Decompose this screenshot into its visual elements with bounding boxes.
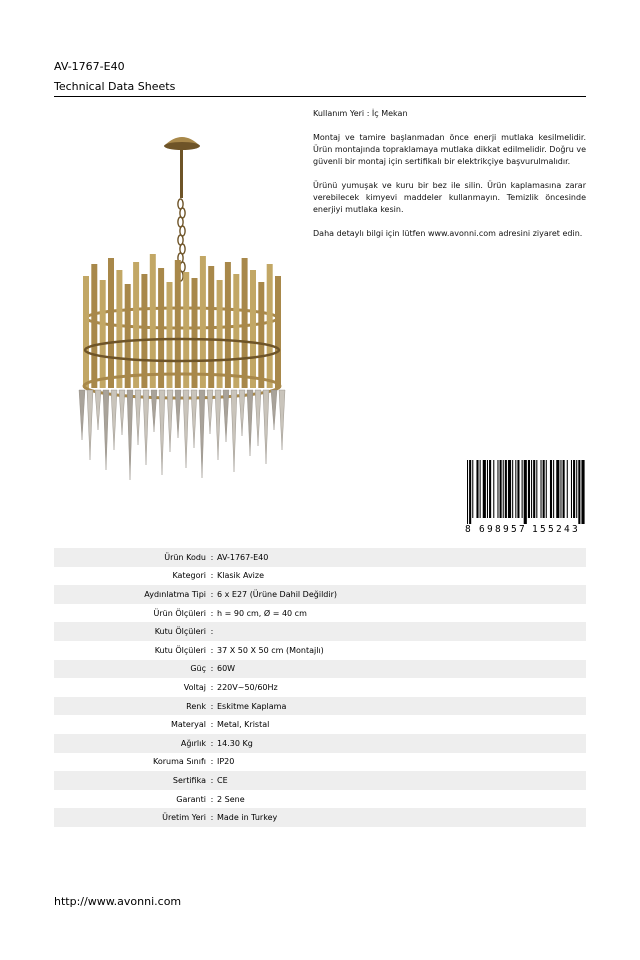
barcode-digit: 8 <box>495 524 502 535</box>
barcode-digit: 9 <box>503 524 510 535</box>
safety-paragraph: Montaj ve tamire başlanmadan önce enerji mutlaka kesilmelidir. Ürün montajında topraklamaya mutlaka dikkat edilmelidir. Doğru ve güvenli bir montaj için sertifikalı bir elektrikçiye başvurulmalıdır. <box>313 133 586 166</box>
spec-value: 37 X 50 X 50 cm (Montajlı) <box>217 645 324 655</box>
spec-value: 6 x E27 (Ürüne Dahil Değildir) <box>217 589 337 599</box>
crystal-drop <box>119 390 125 435</box>
usage-location: Kullanım Yeri : İç Mekan <box>313 109 408 118</box>
spec-table <box>54 548 586 827</box>
spec-row <box>54 604 586 623</box>
crystal-drop <box>215 390 221 460</box>
spec-label: Aydınlatma Tipi <box>144 589 206 599</box>
barcode-digit: 3 <box>572 524 579 535</box>
spec-separator: : <box>210 775 214 785</box>
spec-label: Kutu Ölçüleri <box>154 627 206 637</box>
spec-separator: : <box>210 720 214 730</box>
barcode-bar <box>531 460 532 518</box>
barcode-digits <box>465 524 585 536</box>
barcode-digit: 7 <box>519 524 526 535</box>
crystal-drop <box>263 390 269 464</box>
cleaning-paragraph: Ürünü yumuşak ve kuru bir bez ile silin. Ürün kaplamasına zarar verebilecek kimyevi maddeler kullanmayın. Temizlik öncesinde enerjiyi mutlaka kesin. <box>313 181 586 214</box>
spec-label: Kategori <box>172 571 206 581</box>
document-title: Technical Data Sheets <box>54 80 176 93</box>
barcode-bar <box>476 460 478 518</box>
spec-separator: : <box>210 645 214 655</box>
crystal-drop <box>95 390 101 430</box>
barcode-bar <box>567 460 568 518</box>
barcode-bar <box>489 460 491 518</box>
spec-label: Sertifika <box>172 775 206 785</box>
brass-rod <box>258 282 264 388</box>
barcode-bar <box>536 460 537 518</box>
crystal-drop <box>127 390 133 480</box>
spec-value: 60W <box>217 664 236 674</box>
brass-rod <box>208 266 214 388</box>
brass-rod <box>100 280 106 388</box>
brass-rod <box>83 276 89 388</box>
crystal-drop <box>79 390 85 440</box>
website-paragraph: Daha detaylı bilgi için lütfen www.avonni.com adresini ziyaret edin. <box>313 229 583 238</box>
spec-value: CE <box>217 775 228 785</box>
crystal-drop <box>183 390 189 468</box>
brass-rod <box>233 274 239 388</box>
barcode-bar <box>528 460 530 518</box>
barcode-bar <box>571 460 572 518</box>
header-divider <box>54 96 586 97</box>
barcode-bar <box>508 460 511 518</box>
spec-separator: : <box>210 664 214 674</box>
spec-separator: : <box>210 571 214 581</box>
spec-label: Ürün Kodu <box>164 552 206 562</box>
spec-label: Garanti <box>176 794 206 804</box>
barcode-bar <box>512 460 513 518</box>
barcode-bar <box>578 460 580 524</box>
barcode-digit: 5 <box>548 524 555 535</box>
chandelier-image <box>74 128 290 488</box>
spec-label: Materyal <box>170 720 206 730</box>
spec-row <box>54 548 586 567</box>
crystal-drop <box>279 390 285 450</box>
spec-label: Ağırlık <box>180 738 206 748</box>
barcode <box>465 460 585 536</box>
barcode-bar <box>497 460 498 518</box>
spec-label: Renk <box>186 701 206 711</box>
info-panel <box>313 108 586 252</box>
brass-rod <box>267 264 273 388</box>
top-ring <box>86 308 278 328</box>
spec-separator: : <box>210 682 214 692</box>
barcode-bar <box>500 460 502 518</box>
barcode-bars <box>465 460 585 524</box>
product-code-header: AV-1767-E40 <box>54 60 125 73</box>
crystal-drop <box>207 390 213 434</box>
spec-label: Voltaj <box>183 682 206 692</box>
barcode-bar <box>553 460 554 518</box>
barcode-digit: 1 <box>532 524 539 535</box>
spec-separator: : <box>210 794 214 804</box>
barcode-bar <box>541 460 542 518</box>
spec-row <box>54 678 586 697</box>
spec-separator: : <box>210 757 214 767</box>
crystal-drop <box>159 390 165 475</box>
brass-rod <box>192 278 198 388</box>
barcode-bar <box>573 460 575 518</box>
barcode-digit: 2 <box>556 524 563 535</box>
brass-rod <box>91 264 97 388</box>
spec-value: Metal, Kristal <box>217 720 270 730</box>
brass-rod <box>141 274 147 388</box>
spec-label: Kutu Ölçüleri <box>154 645 206 655</box>
footer-url: http://www.avonni.com <box>54 895 182 908</box>
spec-row <box>54 715 586 734</box>
crystal-drop <box>239 390 245 436</box>
barcode-bar <box>469 460 471 524</box>
spec-row <box>54 660 586 679</box>
spec-label: Ürün Ölçüleri <box>153 608 206 618</box>
brass-rod <box>125 284 131 388</box>
brass-rod <box>183 272 189 388</box>
hanging-rod <box>180 148 183 198</box>
spec-label: Güç <box>190 664 206 674</box>
barcode-bar <box>503 460 504 518</box>
barcode-digit: 5 <box>540 524 547 535</box>
spec-row <box>54 567 586 586</box>
crystal-drop <box>151 390 157 432</box>
brass-rod <box>108 258 114 388</box>
brass-rod <box>200 256 206 388</box>
brass-rod <box>275 276 281 388</box>
spec-value: Eskitme Kaplama <box>217 701 287 711</box>
barcode-digit: 9 <box>487 524 494 535</box>
barcode-bar <box>550 460 552 518</box>
barcode-bar <box>546 460 547 518</box>
brass-rod <box>150 254 156 388</box>
crystal-drop <box>247 390 253 456</box>
barcode-bar <box>522 460 523 518</box>
barcode-bar <box>483 460 486 518</box>
spec-value: 2 Sene <box>217 794 245 804</box>
middle-ring <box>85 339 279 361</box>
spec-row <box>54 790 586 809</box>
barcode-bar <box>515 460 516 518</box>
barcode-digit: 5 <box>511 524 518 535</box>
barcode-bar <box>467 460 468 524</box>
barcode-digit: 4 <box>564 524 571 535</box>
spec-label: Koruma Sınıfı <box>153 757 206 767</box>
spec-row <box>54 753 586 772</box>
barcode-bar <box>472 460 473 518</box>
spec-separator: : <box>210 589 214 599</box>
spec-row <box>54 585 586 604</box>
spec-value: h = 90 cm, Ø = 40 cm <box>217 608 307 618</box>
spec-value: IP20 <box>217 757 235 767</box>
brass-rod <box>133 262 139 388</box>
crystal-drop <box>143 390 149 465</box>
spec-separator: : <box>210 627 214 637</box>
spec-row <box>54 808 586 827</box>
barcode-bar <box>563 460 565 518</box>
spec-value: Klasik Avize <box>217 571 265 581</box>
barcode-bar <box>524 460 527 524</box>
crystal-drop <box>87 390 93 460</box>
barcode-bar <box>517 460 519 518</box>
crystal-drop <box>175 390 181 438</box>
spec-value: 220V~50/60Hz <box>217 682 278 692</box>
spec-row <box>54 697 586 716</box>
barcode-bar <box>487 460 488 518</box>
spec-separator: : <box>210 552 214 562</box>
barcode-bar <box>533 460 535 518</box>
brass-rod <box>116 270 122 388</box>
crystal-drop <box>199 390 205 478</box>
barcode-bar <box>576 460 577 518</box>
barcode-bar <box>556 460 559 518</box>
barcode-bar <box>543 460 545 518</box>
barcode-digit: 8 <box>465 524 472 535</box>
spec-label: Üretim Yeri <box>162 813 206 823</box>
crystal-drop <box>191 390 197 448</box>
brass-rod <box>250 270 256 388</box>
crystal-drop <box>271 390 277 430</box>
brass-rod <box>158 268 164 388</box>
spec-value: Made in Turkey <box>217 813 278 823</box>
chandelier-illustration <box>74 128 290 488</box>
barcode-bar <box>505 460 507 518</box>
spec-value: 14.30 Kg <box>217 738 253 748</box>
spec-separator: : <box>210 701 214 711</box>
crystal-drop <box>167 390 173 452</box>
brass-rod <box>167 282 173 388</box>
spec-separator: : <box>210 738 214 748</box>
crystal-drop <box>135 390 141 445</box>
spec-row <box>54 622 586 641</box>
brass-rod <box>175 260 181 388</box>
barcode-digit: 6 <box>479 524 486 535</box>
crystal-drop <box>231 390 237 472</box>
spec-separator: : <box>210 813 214 823</box>
crystal-drop <box>223 390 229 442</box>
barcode-bar <box>493 460 494 518</box>
spec-row <box>54 734 586 753</box>
barcode-bar <box>480 460 481 518</box>
crystal-drop <box>111 390 117 450</box>
crystal-drop <box>255 390 261 446</box>
brass-rod <box>225 262 231 388</box>
brass-rod <box>217 280 223 388</box>
crystal-drop <box>103 390 109 470</box>
spec-row <box>54 641 586 660</box>
barcode-bar <box>581 460 584 524</box>
spec-row <box>54 771 586 790</box>
spec-value: AV-1767-E40 <box>217 552 269 562</box>
brass-rod <box>242 258 248 388</box>
barcode-bar <box>560 460 561 518</box>
spec-separator: : <box>210 608 214 618</box>
